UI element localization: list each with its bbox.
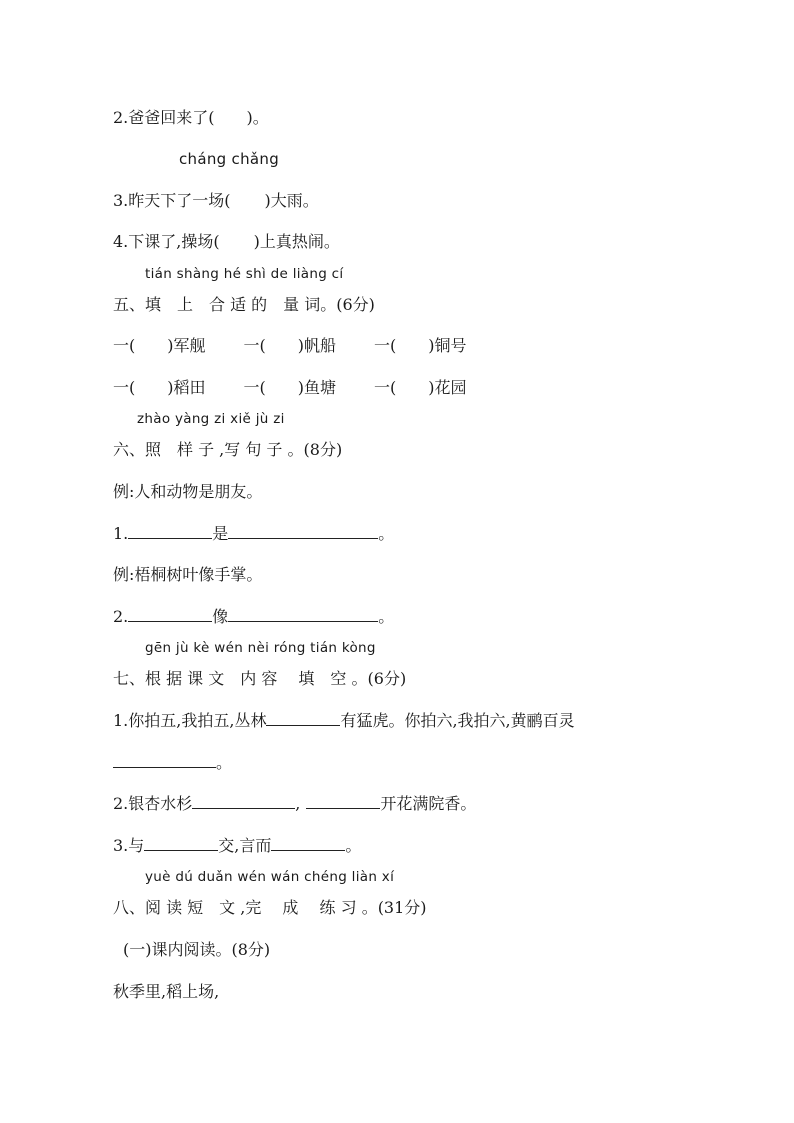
- fill-line-1-end: 。: [216, 753, 233, 772]
- sentence-2-end: 。: [378, 607, 395, 626]
- sentence-2: [113, 607, 394, 627]
- sentence-2-number: 2.: [113, 607, 129, 626]
- sentence-2-mid: 像: [212, 607, 229, 626]
- fill-line-3-a: 3.与: [113, 836, 145, 855]
- section-5-row-1: [113, 336, 467, 356]
- measure-word-item: 一( )铜号: [374, 336, 467, 355]
- section-5-title: 五、填 上 合 适 的 量 词。(6分): [113, 295, 375, 314]
- fill-line-3-b: 交,言而: [218, 836, 272, 855]
- fill-line-1: [113, 711, 575, 731]
- section-7-pinyin: gēn jù kè wén nèi róng tián kòng: [145, 640, 376, 656]
- section-8-subtitle: (一)课内阅读。(8分): [123, 940, 271, 959]
- measure-word-item: 一( )帆船: [243, 336, 336, 355]
- section-8-pinyin: yuè dú duǎn wén wán chéng liàn xí: [145, 869, 395, 885]
- answer-blank[interactable]: [144, 836, 218, 851]
- fill-line-3-c: 。: [345, 836, 362, 855]
- answer-blank[interactable]: [228, 524, 378, 539]
- answer-blank[interactable]: [128, 607, 212, 622]
- answer-blank[interactable]: [271, 836, 345, 851]
- question-4: [113, 232, 340, 252]
- sentence-1-mid: 是: [212, 524, 229, 543]
- section-5-pinyin: tián shàng hé shì de liàng cí: [145, 266, 344, 282]
- measure-word-item: 一( )稻田: [113, 378, 206, 397]
- question-3-prefix: 3.昨天下了一场(: [113, 191, 231, 210]
- question-2-prefix: 2.爸爸回来了(: [113, 108, 215, 127]
- question-4-suffix: )上真热闹。: [253, 232, 340, 251]
- example-2: 例:梧桐树叶像手掌。: [113, 565, 263, 584]
- question-3-suffix: )大雨。: [264, 191, 319, 210]
- example-1: 例:人和动物是朋友。: [113, 482, 263, 501]
- answer-blank[interactable]: [113, 753, 216, 768]
- measure-word-item: 一( )军舰: [113, 336, 206, 355]
- answer-blank[interactable]: [228, 607, 378, 622]
- fill-line-2: [113, 794, 476, 814]
- fill-line-1-a: 1.你拍五,我拍五,丛林: [113, 711, 267, 730]
- measure-word-item: 一( )鱼塘: [243, 378, 336, 397]
- answer-blank[interactable]: [266, 711, 340, 726]
- sentence-1: [113, 524, 394, 544]
- section-7-title: 七、根 据 课 文 内 容 填 空 。(6分): [113, 669, 407, 688]
- answer-blank[interactable]: [128, 524, 212, 539]
- measure-word-item: 一( )花园: [374, 378, 467, 397]
- section-6-pinyin: zhào yàng zi xiě jù zi: [137, 411, 285, 427]
- fill-line-2-a: 2.银杏水杉: [113, 794, 193, 813]
- sentence-1-number: 1.: [113, 524, 129, 543]
- section-8-title: 八、阅 读 短 文 ,完 成 练 习 。(31分): [113, 898, 427, 917]
- question-2: [113, 108, 269, 128]
- pinyin-options: cháng chǎng: [179, 150, 280, 168]
- question-3: [113, 191, 319, 211]
- reading-text: 秋季里,稻上场,: [113, 982, 220, 1001]
- fill-line-2-b: ,: [295, 794, 301, 813]
- fill-line-3: [113, 836, 361, 856]
- fill-line-2-c: 开花满院香。: [380, 794, 477, 813]
- fill-line-1-continued: [113, 753, 232, 773]
- question-2-suffix: )。: [246, 108, 269, 127]
- fill-line-1-b: 有猛虎。你拍六,我拍六,黄鹂百灵: [340, 711, 575, 730]
- question-4-prefix: 4.下课了,操场(: [113, 232, 220, 251]
- sentence-1-end: 。: [378, 524, 395, 543]
- answer-blank[interactable]: [192, 794, 295, 809]
- answer-blank[interactable]: [306, 794, 380, 809]
- section-6-title: 六、照 样 子 ,写 句 子 。(8分): [113, 440, 343, 459]
- section-5-row-2: [113, 378, 467, 398]
